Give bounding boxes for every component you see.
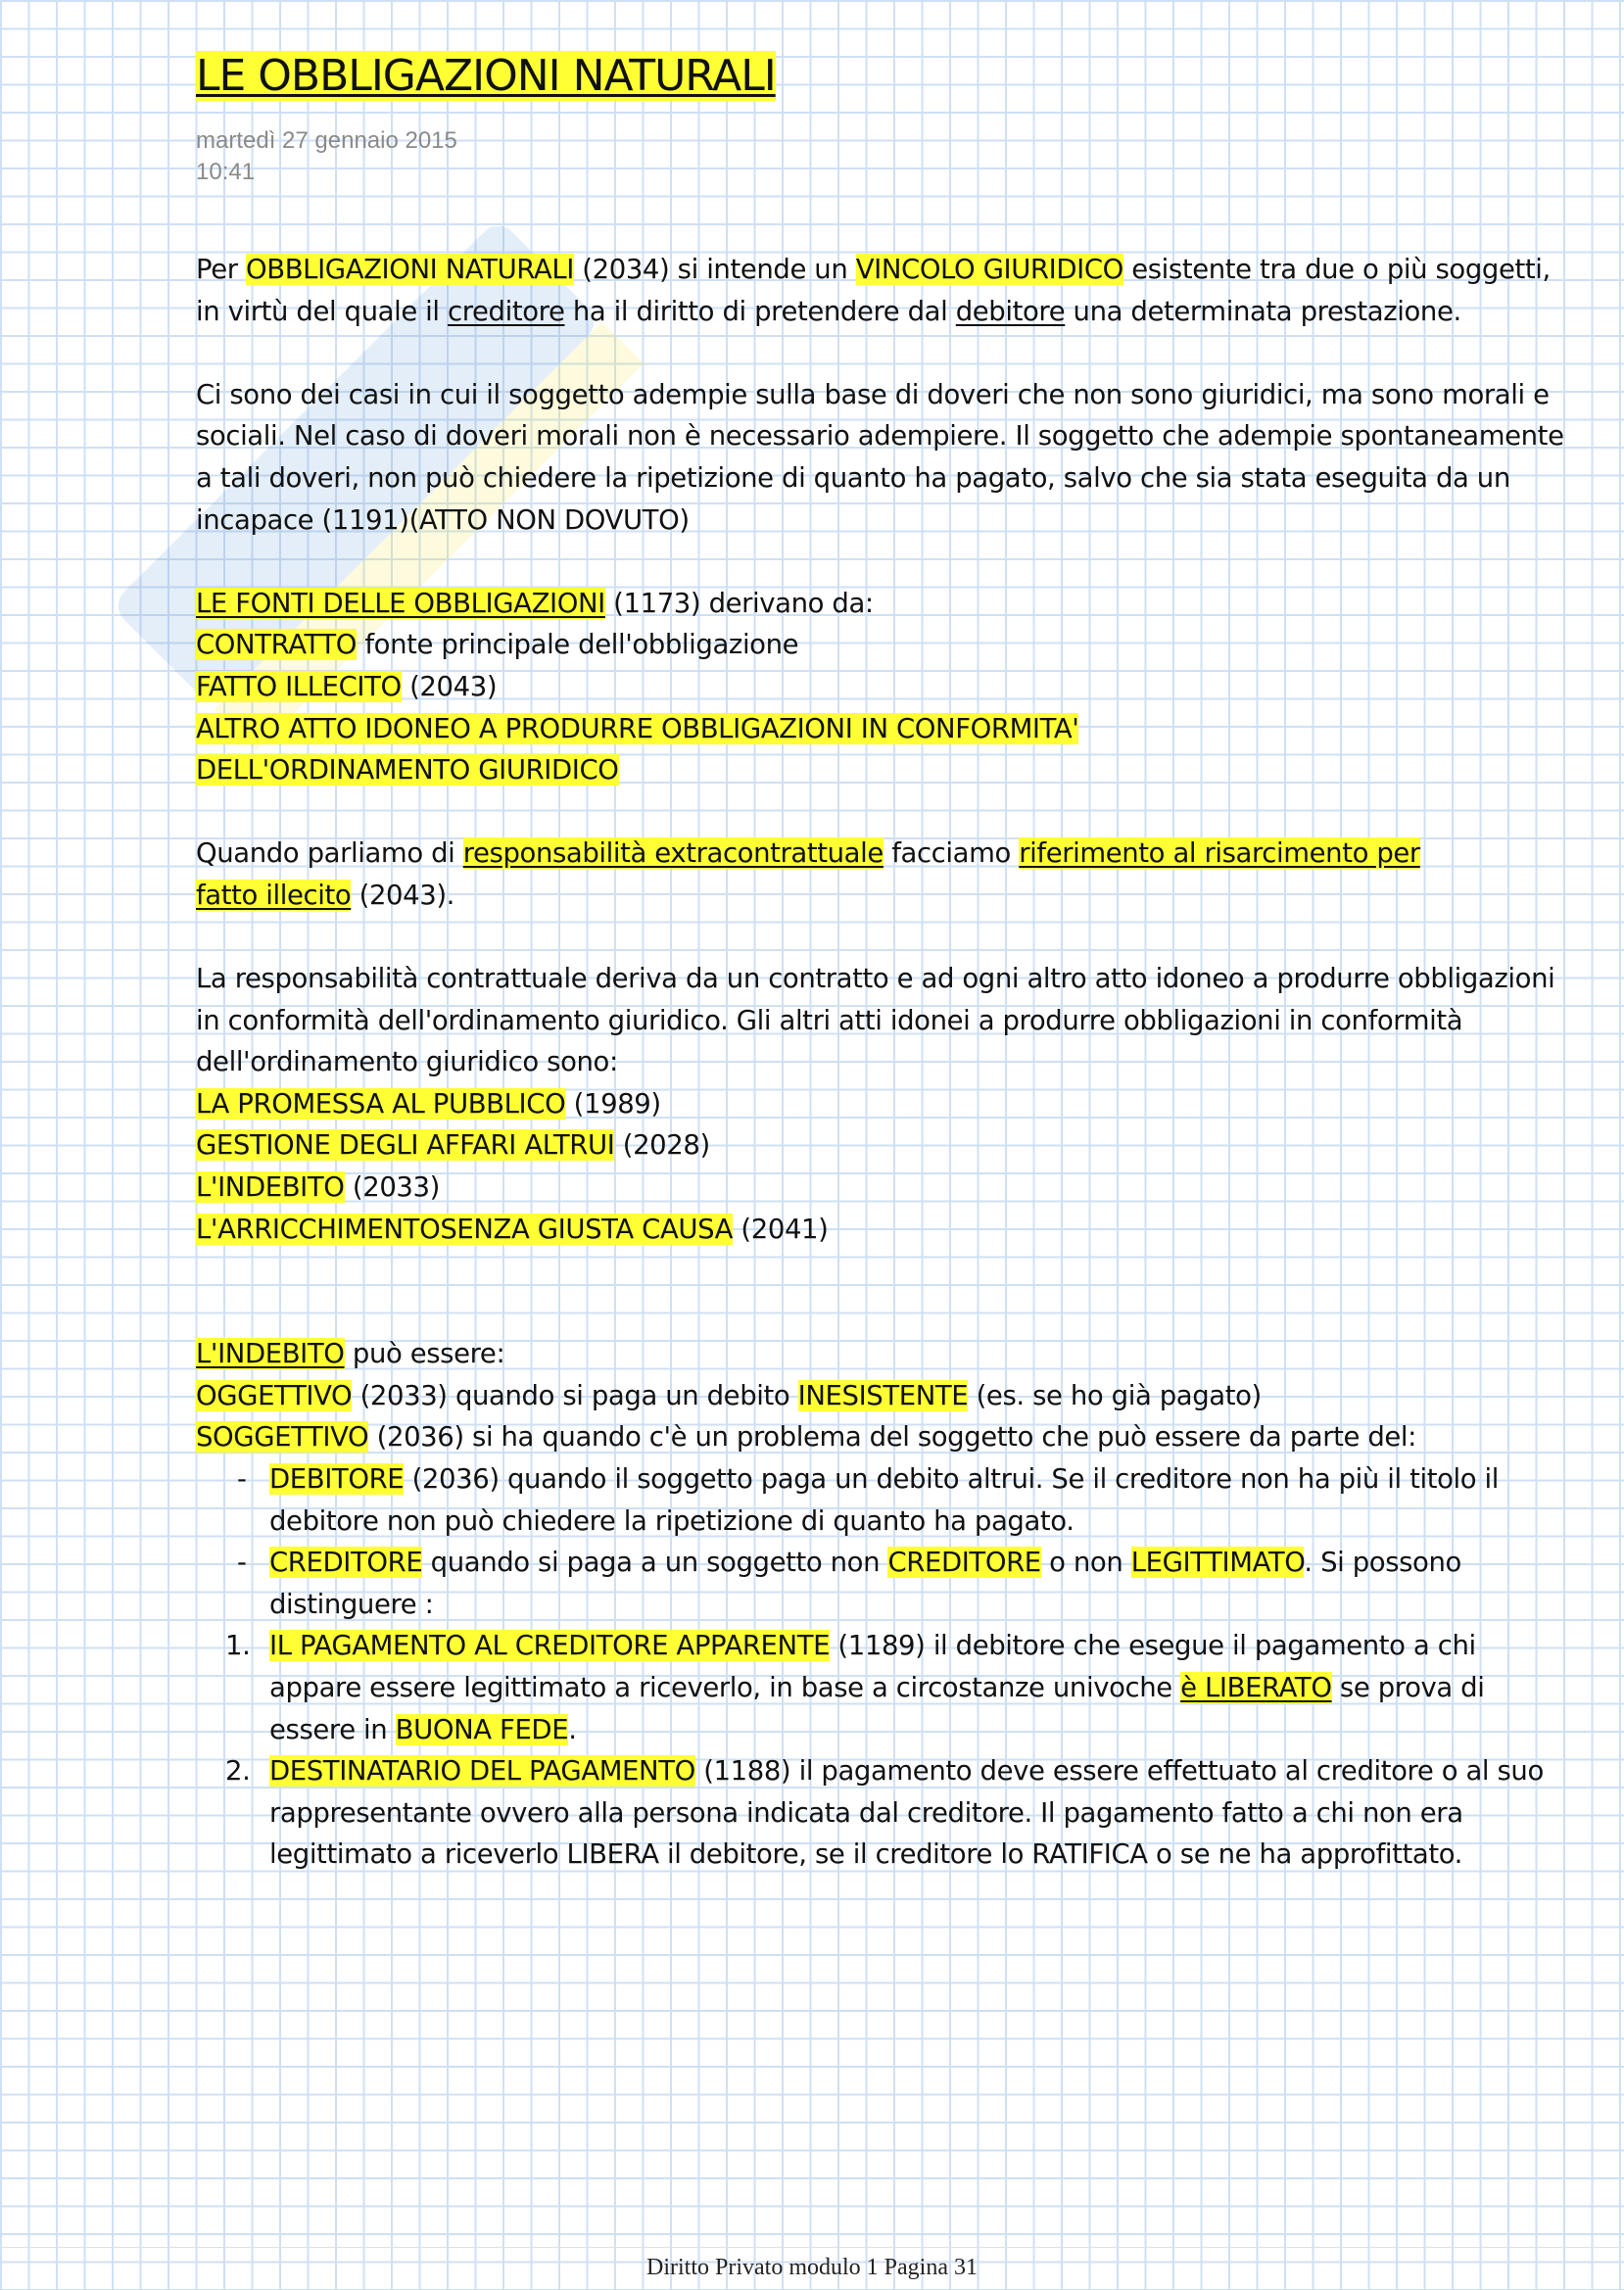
- paragraph-extracontrattuale: Quando parliamo di responsabilità extracontrattuale facciamo riferimento al risarcimento per fatto illecito (2043).: [196, 837, 1420, 911]
- fonti-item: ALTRO ATTO IDONEO A PRODURRE OBBLIGAZIONI IN CONFORMITA': [196, 712, 1079, 744]
- numbered-list: [196, 1625, 1567, 1876]
- paragraph-definition: Per OBBLIGAZIONI NATURALI (2034) si intende un VINCOLO GIURIDICO esistente tra due o più soggetti, in virtù del quale il creditore ha il diritto di pretendere dal debitore una determinata prestazione.: [196, 254, 1551, 327]
- footer-divider: [0, 2247, 1624, 2248]
- indebito-oggettivo: OGGETTIVO (2033) quando si paga un debito INESISTENTE (es. se ho già pagato): [196, 1379, 1262, 1411]
- list-item: 1. IL PAGAMENTO AL CREDITORE APPARENTE (1189) il debitore che esegue il pagamento a chi appare essere legittimato a riceverlo, in base a circostanze univoche è LIBERATO se prova di essere in BUONA FEDE.: [225, 1630, 1485, 1745]
- note-meta: [196, 125, 457, 188]
- paragraph-contrattuale: La responsabilità contrattuale deriva da un contratto e ad ogni altro atto idoneo a produrre obbligazioni in conformità dell'ordinamento giuridico. Gli altri atti idonei a produrre obbligazioni in conformità dell'ordinamento giuridico sono:: [196, 963, 1555, 1078]
- highlight: OBBLIGAZIONI NATURALI: [245, 254, 574, 285]
- fonti-item: FATTO ILLECITO (2043): [196, 670, 498, 702]
- page-footer: Diritto Privato modulo 1 Pagina 31: [646, 2255, 978, 2280]
- fonti-heading: LE FONTI DELLE OBBLIGAZIONI (1173) derivano da:: [196, 587, 874, 619]
- atto-item: LA PROMESSA AL PUBBLICO (1989): [196, 1087, 661, 1120]
- indebito-heading: L'INDEBITO può essere:: [196, 1338, 505, 1370]
- page-title: LE OBBLIGAZIONI NATURALI: [196, 51, 776, 101]
- list-item: - DEBITORE (2036) quando il soggetto paga un debito altrui. Se il creditore non ha più il titolo il debitore non può chiedere la ripetizione di quanto ha pagato.: [237, 1463, 1500, 1537]
- atto-item: L'INDEBITO (2033): [196, 1171, 440, 1204]
- atto-item: GESTIONE DEGLI AFFARI ALTRUI (2028): [196, 1129, 710, 1162]
- fonti-item: CONTRATTO fonte principale dell'obbligazione: [196, 629, 799, 661]
- fonti-item: DELL'ORDINAMENTO GIURIDICO: [196, 754, 619, 787]
- list-item: - CREDITORE quando si paga a un soggetto non CREDITORE o non LEGITTIMATO. Si possono distinguere :: [237, 1547, 1461, 1620]
- underlined-term: creditore: [448, 295, 565, 327]
- note-date: martedì 27 gennaio 2015: [196, 127, 457, 154]
- highlight: VINCOLO GIURIDICO: [855, 254, 1123, 285]
- note-time: 10:41: [196, 159, 256, 185]
- paragraph-moral-duties: Ci sono dei casi in cui il soggetto adempie sulla base di doveri che non sono giuridici, ma sono morali e sociali. Nel caso di doveri morali non è necessario adempiere. Il soggetto che adempie spontaneamente a tali doveri, non può chiedere la ripetizione di quanto ha pagato, salvo che sia stata eseguita da un incapace (1191)(ATTO NON DOVUTO): [196, 378, 1564, 536]
- indebito-soggettivo: SOGGETTIVO (2036) si ha quando c'è un problema del soggetto che può essere da parte del:: [196, 1421, 1417, 1454]
- list-item: 2. DESTINATARIO DEL PAGAMENTO (1188) il pagamento deve essere effettuato al creditore o al suo rappresentante ovvero alla persona indicata dal creditore. Il pagamento fatto a chi non era legittimato a riceverlo LIBERA il debitore, se il creditore lo RATIFICA o se ne ha approfittato.: [225, 1755, 1544, 1871]
- note-body: [196, 249, 1567, 1876]
- atto-item: L'ARRICCHIMENTOSENZA GIUSTA CAUSA (2041): [196, 1213, 829, 1245]
- dash-list: [196, 1458, 1567, 1625]
- underlined-term: debitore: [955, 295, 1066, 327]
